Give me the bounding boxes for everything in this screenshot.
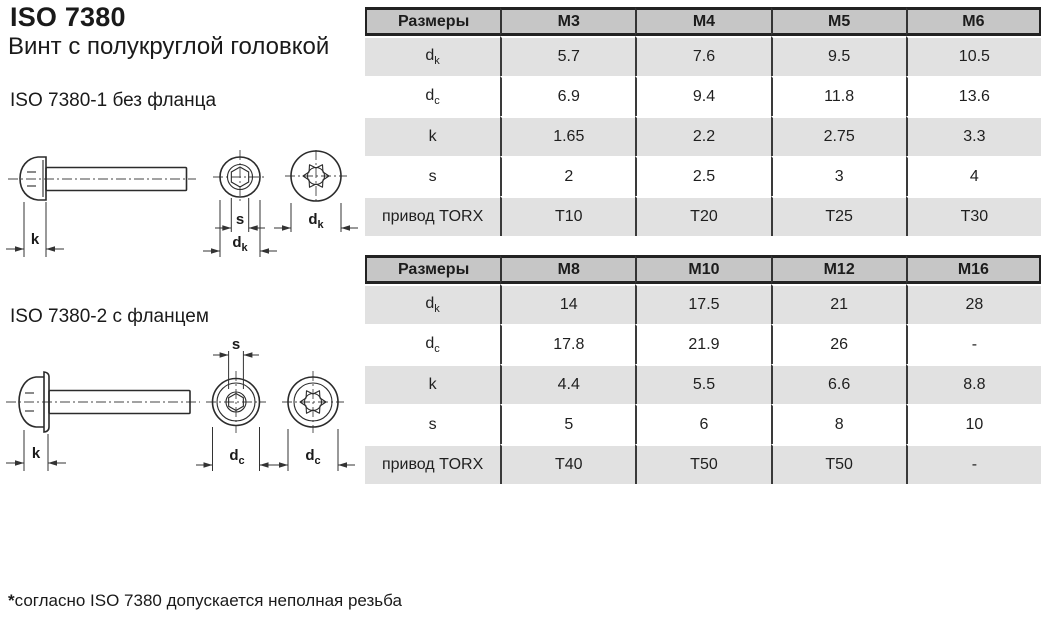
value-cell: 2 <box>500 156 635 196</box>
dim-label-k: k <box>31 445 41 462</box>
value-cell: T40 <box>500 444 635 484</box>
side-view <box>6 157 196 257</box>
value-cell: - <box>906 444 1041 484</box>
value-cell: 10.5 <box>906 36 1041 76</box>
footnote <box>8 591 402 611</box>
dimension-dc-torx <box>271 429 355 471</box>
row-label: k <box>365 116 500 156</box>
value-cell: 21 <box>771 284 906 324</box>
table-row <box>365 404 1041 444</box>
value-cell: 5.7 <box>500 36 635 76</box>
dimensions-table-m3-m6 <box>365 7 1041 236</box>
value-cell: 17.8 <box>500 324 635 364</box>
value-cell: 6.9 <box>500 76 635 116</box>
dimension-dk <box>203 200 277 257</box>
value-cell: 10 <box>906 404 1041 444</box>
torx-front-view <box>274 150 358 232</box>
value-cell: 3 <box>771 156 906 196</box>
value-cell: T50 <box>635 444 770 484</box>
value-cell: 17.5 <box>635 284 770 324</box>
table-header-row <box>365 7 1041 36</box>
hex-socket-front-view <box>203 150 277 257</box>
table-row <box>365 116 1041 156</box>
dim-label-dk: $d_k$ <box>232 234 248 254</box>
column-header: M4 <box>635 7 770 36</box>
row-label: s <box>365 404 500 444</box>
value-cell: 28 <box>906 284 1041 324</box>
footnote-asterisk: * <box>8 591 15 610</box>
column-header: M3 <box>500 7 635 36</box>
page-subtitle: Винт с полукруглой головкой <box>8 33 330 60</box>
column-header: M8 <box>500 255 635 284</box>
value-cell: 1.65 <box>500 116 635 156</box>
footnote-text: согласно ISO 7380 допускается неполная резьба <box>14 591 402 610</box>
value-cell: 5.5 <box>635 364 770 404</box>
table-row <box>365 76 1041 116</box>
dim-label-s: s <box>231 336 241 353</box>
value-cell: T25 <box>771 196 906 236</box>
torx-front-view-flanged <box>271 371 355 471</box>
table-row <box>365 36 1041 76</box>
dimension-s <box>215 198 265 232</box>
value-cell: 8.8 <box>906 364 1041 404</box>
row-label: $d_c$ <box>365 324 500 364</box>
value-cell: 2.75 <box>771 116 906 156</box>
value-cell: T20 <box>635 196 770 236</box>
table-row <box>365 364 1041 404</box>
dim-label-k: k <box>30 231 40 248</box>
value-cell: 13.6 <box>906 76 1041 116</box>
table-corner-header: Размеры <box>365 255 500 284</box>
dimension-k <box>6 202 64 257</box>
table-row <box>365 324 1041 364</box>
dim-label-dk: $d_k$ <box>308 211 324 231</box>
iso-7380-2-technical-drawing <box>0 335 360 500</box>
value-cell: 9.5 <box>771 36 906 76</box>
value-cell: 8 <box>771 404 906 444</box>
value-cell: 11.8 <box>771 76 906 116</box>
hex-socket-front-view-flanged <box>196 336 276 471</box>
value-cell: T10 <box>500 196 635 236</box>
row-label: k <box>365 364 500 404</box>
table-header-row <box>365 255 1041 284</box>
column-header: M10 <box>635 255 770 284</box>
column-header: M12 <box>771 255 906 284</box>
value-cell: 6.6 <box>771 364 906 404</box>
value-cell: 3.3 <box>906 116 1041 156</box>
dim-label-s: s <box>235 211 245 228</box>
value-cell: 21.9 <box>635 324 770 364</box>
column-header: M6 <box>906 7 1041 36</box>
value-cell: 5 <box>500 404 635 444</box>
value-cell: 4 <box>906 156 1041 196</box>
page-title: ISO 7380 <box>10 2 126 32</box>
dimension-dc <box>196 427 276 471</box>
value-cell: 9.4 <box>635 76 770 116</box>
dim-label-dc: $d_c$ <box>229 447 245 467</box>
dimension-dk-torx <box>274 203 358 232</box>
table-row <box>365 284 1041 324</box>
column-header: M16 <box>906 255 1041 284</box>
row-label: $d_k$ <box>365 284 500 324</box>
dimensions-table-m8-m16 <box>365 255 1041 484</box>
row-label: привод TORX <box>365 444 500 484</box>
table-row <box>365 156 1041 196</box>
value-cell: 4.4 <box>500 364 635 404</box>
value-cell: - <box>906 324 1041 364</box>
value-cell: 6 <box>635 404 770 444</box>
drawing-2-label: ISO 7380-2 с фланцем <box>10 306 209 327</box>
row-label: привод TORX <box>365 196 500 236</box>
value-cell: 14 <box>500 284 635 324</box>
value-cell: 2.2 <box>635 116 770 156</box>
drawing-1-label: ISO 7380-1 без фланца <box>10 90 217 111</box>
row-label: $d_k$ <box>365 36 500 76</box>
row-label: s <box>365 156 500 196</box>
table-corner-header: Размеры <box>365 7 500 36</box>
dim-label-dc: $d_c$ <box>305 447 321 467</box>
value-cell: 26 <box>771 324 906 364</box>
table-row <box>365 196 1041 236</box>
table-row <box>365 444 1041 484</box>
value-cell: T50 <box>771 444 906 484</box>
value-cell: T30 <box>906 196 1041 236</box>
dimension-s <box>213 336 259 389</box>
dimension-k <box>6 430 66 471</box>
side-view-flanged <box>6 372 200 471</box>
iso-7380-1-technical-drawing <box>0 148 360 270</box>
value-cell: 2.5 <box>635 156 770 196</box>
row-label: $d_c$ <box>365 76 500 116</box>
value-cell: 7.6 <box>635 36 770 76</box>
column-header: M5 <box>771 7 906 36</box>
